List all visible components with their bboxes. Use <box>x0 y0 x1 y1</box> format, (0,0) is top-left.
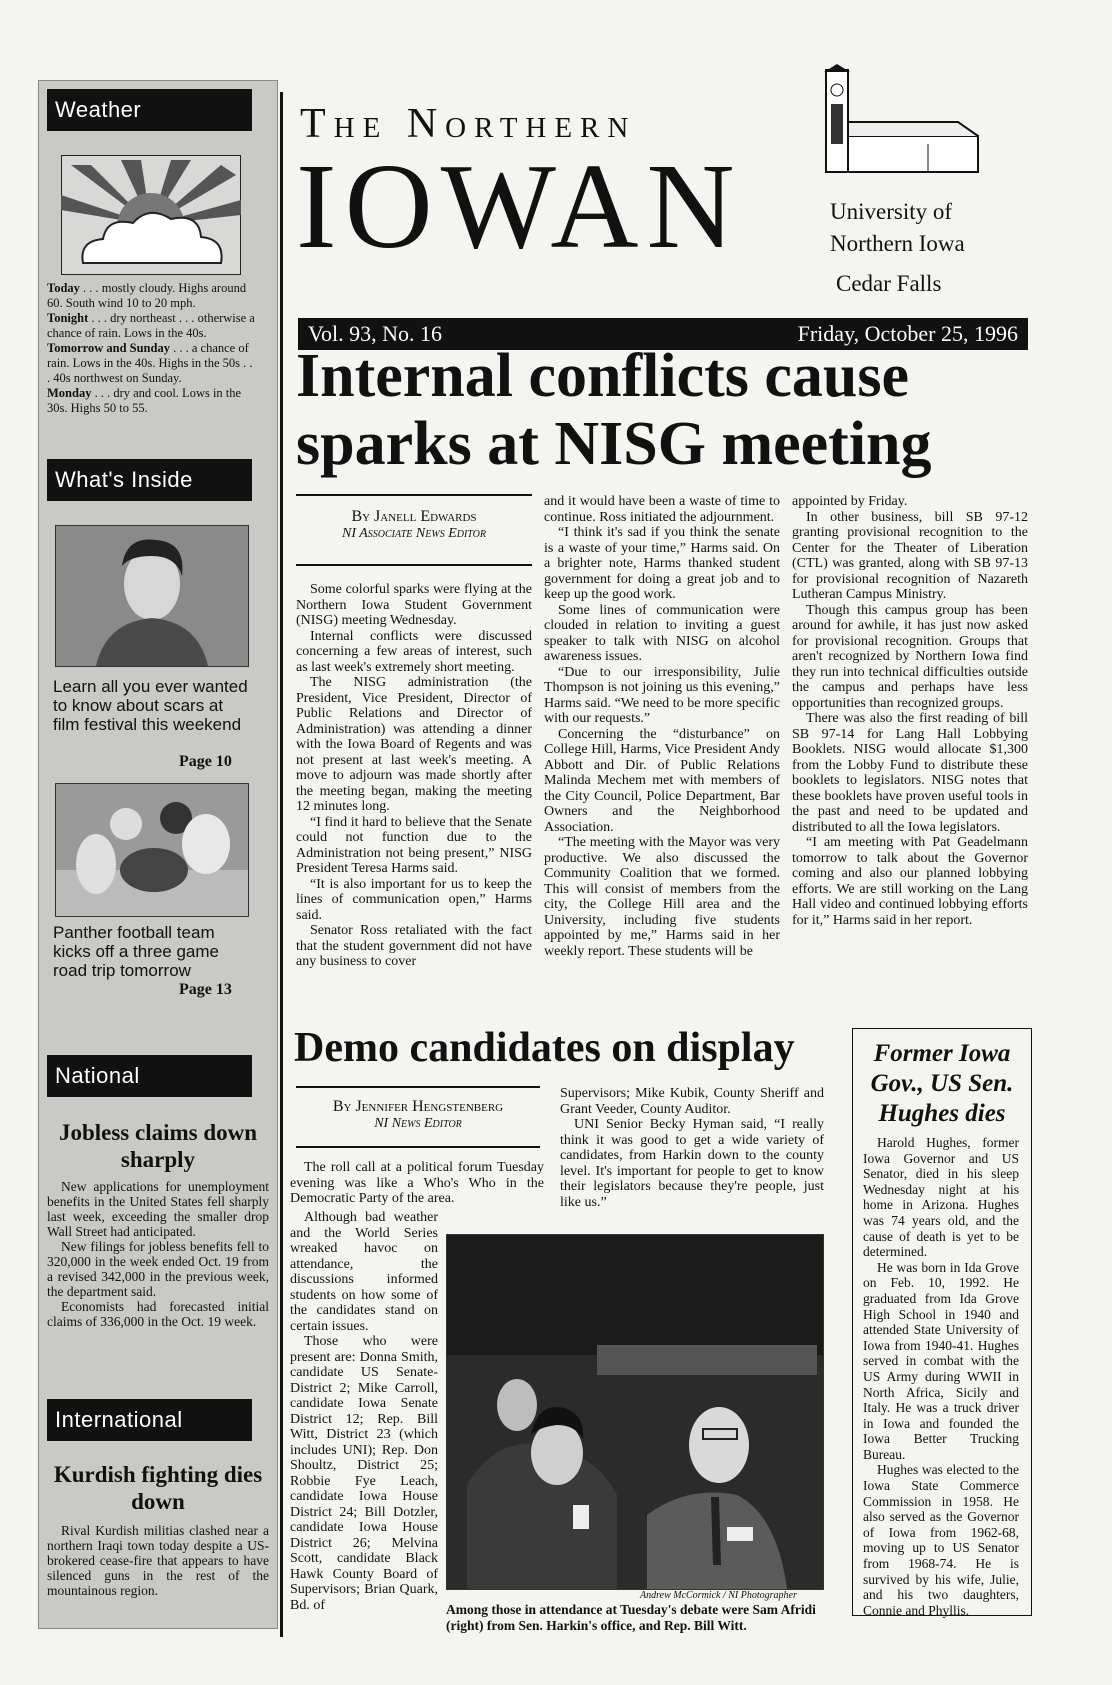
lead-col-3: appointed by Friday. In other business, bill SB 97-12 granting provisional recognition to the Center for the Theater of Liberation (CTL) was granted, along with SB 97-13 for provisional recognition of Nazareth Lutheran Campus Ministry. Though this campus group has been around for awhile, it has just now asked for provisional recognition. Groups that aren't recognized by Northern Iowa find they run into technical difficulties outside the campus and perhaps have less opportunities than recognized groups. There was also the first reading of bill SB 97-14 for Lang Hall Lobbying Booklets. NISG would allocate $1,300 from the Lobby Fund to distribute these booklets to legislators. NISG notes that these booklets have proven useful tools in the past and need to be updated and distributed to all the Iowa legislators. “I am meeting with Pat Geadelmann tomorrow to talk about the Governor coming and also our planned lobbying efforts. We are still working on the Lang Hall video and continued lobbying efforts for it,” Harms said in her report. <box>792 494 1028 928</box>
national-body: New applications for unemployment benefits in the United States fell sharply last week, exceeding the smaller drop Wall Street had anticipated. New filings for jobless benefits fell to 320,000 in the week ended Oct. 19 from a revised 342,000 in the previous week, the department said. Economists had forecasted initial claims of 336,000 in the Oct. 19 week. <box>47 1179 269 1329</box>
masthead-line1: The Northern <box>300 101 637 147</box>
demo-author-title: NI News Editor <box>374 1116 462 1131</box>
sidebar <box>38 80 278 1629</box>
volume-number: Vol. 93, No. 16 <box>308 321 443 346</box>
demo-col-1-top: The roll call at a political forum Tuesday evening was like a Who's Who in the Democratic Party of the area. <box>290 1160 544 1206</box>
national-heading: National <box>47 1055 252 1097</box>
whats-inside-heading: What's Inside <box>47 459 252 501</box>
demo-author: By Jennifer Hengstenberg <box>332 1098 504 1115</box>
weather-forecast: Today . . . mostly cloudy. Highs around 60. South wind 10 to 20 mph. Tonight . . . dry northeast . . . otherwise a chance of rain. Lows in the 40s. Tomorrow and Sunday . . . a chance of rain. Lows in the 40s. Highs in the 50s . . . 40s northwest on Sunday. Monday . . . dry and cool. Lows in the 30s. Highs 50 to 55. <box>47 281 255 415</box>
lead-author: By Janell Edwards <box>351 508 477 525</box>
lead-headline: Internal conflicts cause sparks at NISG meeting <box>296 342 932 478</box>
teaser-football[interactable]: Panther football team kicks off a three game road trip tomorrow <box>53 923 219 980</box>
weather-heading: Weather <box>47 89 252 131</box>
university-name-2: Northern Iowa <box>830 231 965 256</box>
national-headline: Jobless claims down sharply <box>58 1120 258 1172</box>
demo-col-2: Supervisors; Mike Kubik, County Sheriff and Grant Veeder, County Auditor. UNI Senior Becky Hyman said, “I really think it was good to get a wide variety of candidates, from Harkin down to the county level. It's important for people to get to know their legislators because they're people, just like us.” <box>560 1086 824 1210</box>
partly-cloudy-icon <box>61 155 241 275</box>
demo-byline-rule-bottom <box>296 1146 540 1148</box>
issue-date: Friday, October 25, 1996 <box>797 321 1018 346</box>
forum-photo <box>446 1234 824 1590</box>
international-body: Rival Kurdish militias clashed near a northern Iraqi town today despite a US-brokered cease-fire that appears to have silenced guns in the rest of the mountainous region. <box>47 1523 269 1598</box>
masthead-title: IOWAN <box>296 139 743 274</box>
teaser-film[interactable]: Learn all you ever wanted to know about scars at film festival this weekend <box>53 677 248 734</box>
campanile-logo <box>808 64 988 176</box>
city-name: Cedar Falls <box>836 271 942 296</box>
photo-credit: Andrew McCormick / NI Photographer <box>640 1590 797 1601</box>
hughes-box <box>852 1028 1032 1616</box>
lead-author-title: NI Associate News Editor <box>341 526 487 541</box>
international-headline: Kurdish fighting dies down <box>53 1462 263 1514</box>
international-heading: International <box>47 1399 252 1441</box>
lead-col-1: Some colorful sparks were flying at the Northern Iowa Student Government (NISG) meeting Wednesday. Internal conflicts were discussed concerning a few areas of interest, such as last week's extremely short meeting. The NISG administration (the President, Vice President, Director of Public Relations and Director of Administration) was attending a dinner with the Iowa Board of Regents and was not present at last week's meeting. A move to adjourn was made shortly after the meeting began, making the meeting 12 minutes long. “I find it hard to believe that the Senate could not function due to the Administration not being present,” NISG President Teresa Harms said. “It is also important for us to keep the lines of communication open,” Harms said. Senator Ross retaliated with the fact that the student government did not have any business to cover <box>296 582 532 969</box>
demo-byline <box>296 1098 540 1132</box>
football-photo <box>55 783 249 917</box>
lead-col-2: and it would have been a waste of time to continue. Ross initiated the adjournment. “I think it's sad if you think the senate is a waste of your time,” Harms said. On a brighter note, Harms thanked student government for doing a great job and to keep up the good work. Some lines of communication were clouded in relation to inviting a guest speaker to talk with NISG on alcohol awareness issues. “Due to our irresponsibility, Julie Thompson is not joining us this evening,” Harms said. “We need to be more specific with our requests.” Concerning the “disturbance” on College Hill, Harms, Vice President Andy Abbott and Dir. of Public Relations Malinda Mechem met with members of the City Council, Police Department, Bar Owners and the Neighborhood Association. “The meeting with the Mayor was very productive. We also discussed the Community Coalition that we formed. This will consist of members from the city, the College Hill area and the University, including five students appointed by me,” Harms said in her weekly report. These students will be <box>544 494 780 959</box>
demo-headline: Demo candidates on display <box>294 1025 795 1071</box>
hughes-body: Harold Hughes, former Iowa Governor and US Senator, died in his sleep Wednesday night at his home in Arizona. Hughes was 74 years old, and the cause of death is yet to be determined. He was born in Ida Grove on Feb. 10, 1992. He graduated from Ida Grove High School in 1940 and attended State University of Iowa from 1940-41. Hughes served in combat with the US Army during WWII in North Africa, Sicily and Italy. He was a truck driver in Iowa and founded the Iowa Better Trucking Bureau. Hughes was elected to the Iowa State Commerce Commission in 1958. He also served as the Governor of Iowa from 1962-68, moving up to US Senator from 1968-74. He is survived by his wife, Julie, and his two daughters, Connie and Phyllis. <box>863 1135 1019 1618</box>
page-ref-10[interactable]: Page 10 <box>179 753 232 770</box>
hughes-headline: Former Iowa Gov., US Sen. Hughes dies <box>870 1040 1014 1127</box>
film-festival-photo <box>55 525 249 667</box>
column-divider <box>280 92 283 1637</box>
byline-rule-bottom <box>296 564 532 566</box>
university-name: University of <box>830 199 953 224</box>
demo-byline-rule-top <box>296 1086 540 1088</box>
photo-caption: Among those in attendance at Tuesday's debate were Sam Afridi (right) from Sen. Harkin's office, and Rep. Bill Witt. <box>446 1602 816 1633</box>
byline-rule-top <box>296 494 532 496</box>
demo-col-1: Although bad weather and the World Series wreaked havoc on attendance, the discussions informed students on how some of the candidates stand on certain issues. Those who were present are: Donna Smith, candidate US Senate-District 2; Mike Carroll, candidate Iowa Senate District 12; Rep. Bill Witt, District 23 (which includes UNI); Rep. Don Shoultz, District 25; Robbie Fye Leach, candidate Iowa House District 24; Bill Dotzler, candidate Iowa House District 26; Melvina Scott, candidate Black Hawk County Board of Supervisors; Brian Quark, Bd. of <box>290 1210 438 1613</box>
page-ref-13[interactable]: Page 13 <box>179 981 232 998</box>
lead-byline <box>296 508 532 542</box>
